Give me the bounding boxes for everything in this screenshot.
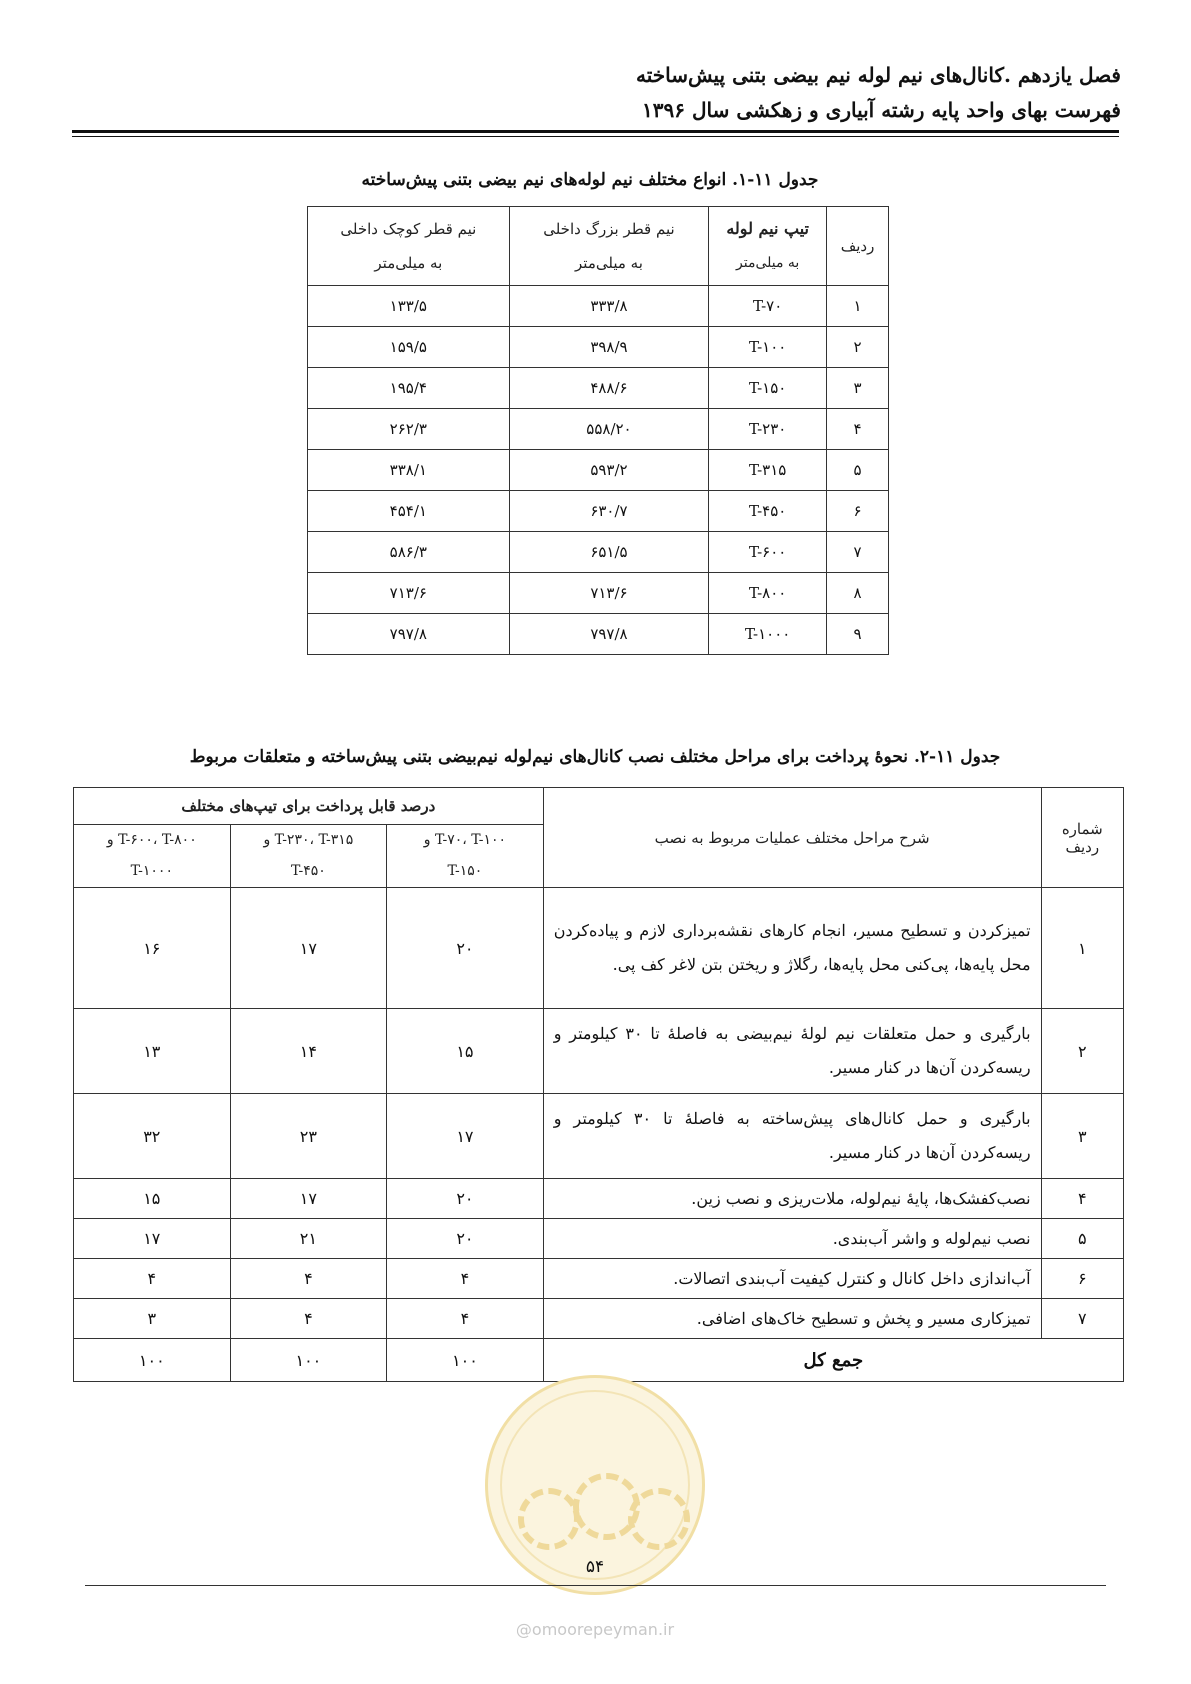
table2-header-row-line1: شماره (1061, 819, 1103, 838)
percent-group1: ۲۰ (387, 1179, 544, 1219)
table2-header-description: شرح مراحل مختلف عملیات مربوط به نصب (543, 788, 1041, 888)
small-radius: ۱۹۵/۴ (308, 368, 510, 409)
table2-header-group3 (74, 825, 231, 888)
table1-header-type-line1: تیپ نیم لوله (726, 219, 809, 238)
table2-caption: جدول ۱۱-۲. نحوهٔ پرداخت برای مراحل مختلف نصب کانال‌های نیم‌لوله نیم‌بیضی بتنی پیش‌ساخته و متعلقات مربوط (189, 747, 1001, 767)
pipe-type: T-۱۰۰ (709, 327, 827, 368)
large-radius: ۵۵۸/۲۰ (509, 409, 709, 450)
percent-group1: ۴ (387, 1299, 544, 1339)
small-radius: ۱۵۹/۵ (308, 327, 510, 368)
row-number: ۴ (827, 409, 889, 450)
large-radius: ۶۳۰/۷ (509, 491, 709, 532)
row-number: ۴ (1041, 1179, 1123, 1219)
percent-group1: ۱۷ (387, 1094, 544, 1179)
large-radius: ۶۵۱/۵ (509, 532, 709, 573)
total-group1: ۱۰۰ (387, 1339, 544, 1382)
percent-group2: ۴ (230, 1259, 387, 1299)
table-row (308, 491, 889, 532)
table1-header-large-radius (509, 207, 709, 286)
percent-group3: ۳ (74, 1299, 231, 1339)
table1-header-small-line1: نیم قطر کوچک داخلی (340, 220, 477, 238)
small-radius: ۷۱۳/۶ (308, 573, 510, 614)
pipe-types-table (307, 206, 889, 655)
total-group2: ۱۰۰ (230, 1339, 387, 1382)
table-row (308, 532, 889, 573)
row-number: ۷ (827, 532, 889, 573)
percent-group2: ۱۷ (230, 1179, 387, 1219)
table2-header-row-number (1041, 788, 1123, 888)
pipe-type: T-۴۵۰ (709, 491, 827, 532)
table-row (308, 614, 889, 655)
row-number: ۸ (827, 573, 889, 614)
percent-group2: ۱۷ (230, 888, 387, 1009)
footer-divider (85, 1585, 1106, 1586)
percent-group3: ۴ (74, 1259, 231, 1299)
row-number: ۱ (1041, 888, 1123, 1009)
table2-header-percent-group: درصد قابل پرداخت برای تیپ‌های مختلف (74, 788, 544, 825)
percent-group1: ۲۰ (387, 888, 544, 1009)
small-radius: ۲۶۲/۳ (308, 409, 510, 450)
table-row (74, 1009, 1124, 1094)
table1-header-row (308, 207, 889, 286)
header-divider (72, 130, 1119, 137)
row-number: ۵ (1041, 1219, 1123, 1259)
table2-header-row (74, 788, 1124, 825)
percent-group3: ۱۷ (74, 1219, 231, 1259)
gear-icon (628, 1488, 690, 1550)
percent-group2: ۲۱ (230, 1219, 387, 1259)
table-row (74, 1299, 1124, 1339)
row-number: ۱ (827, 286, 889, 327)
pipe-type: T-۸۰۰ (709, 573, 827, 614)
table1-header-small-line2: به میلی‌متر (374, 254, 443, 272)
row-number: ۲ (827, 327, 889, 368)
table-row (308, 327, 889, 368)
table2-header-group3-line2: T-۱۰۰۰ (130, 863, 173, 879)
gear-icon (518, 1488, 580, 1550)
stage-description: آب‌اندازی داخل کانال و کنترل کیفیت آب‌بندی اتصالات. (543, 1259, 1041, 1299)
table-row (308, 450, 889, 491)
table1-header-large-line1: نیم قطر بزرگ داخلی (543, 220, 675, 238)
row-number: ۶ (1041, 1259, 1123, 1299)
stage-description: بارگیری و حمل متعلقات نیم لولهٔ نیم‌بیضی به فاصلهٔ تا ۳۰ کیلومتر و ریسه‌کردن آن‌ها در کنار مسیر. (543, 1009, 1041, 1094)
table-row (74, 1259, 1124, 1299)
table2-header-group1-line2: T-۱۵۰ (447, 863, 483, 879)
table-row (308, 409, 889, 450)
pipe-type: T-۱۵۰ (709, 368, 827, 409)
row-number: ۳ (827, 368, 889, 409)
percent-group2: ۱۴ (230, 1009, 387, 1094)
percent-group1: ۲۰ (387, 1219, 544, 1259)
row-number: ۹ (827, 614, 889, 655)
table-row (74, 1179, 1124, 1219)
pipe-type: T-۱۰۰۰ (709, 614, 827, 655)
row-number: ۶ (827, 491, 889, 532)
table2-header-row-line2: ردیف (1065, 837, 1100, 856)
chapter-title: فصل یازدهم .کانال‌های نیم لوله نیم بیضی بتنی پیش‌ساخته (636, 63, 1121, 87)
table-row (308, 286, 889, 327)
table1-header-type-line2: به میلی‌متر (736, 255, 800, 271)
stage-description: تمیزکاری مسیر و پخش و تسطیح خاک‌های اضافی. (543, 1299, 1041, 1339)
small-radius: ۴۵۴/۱ (308, 491, 510, 532)
table1-header-type (709, 207, 827, 286)
payment-stages-table (73, 787, 1124, 1382)
table1-header-large-line2: به میلی‌متر (575, 254, 643, 272)
small-radius: ۵۸۶/۳ (308, 532, 510, 573)
table1-caption: جدول ۱۱-۱. انواع مختلف نیم لوله‌های نیم بیضی بتنی پیش‌ساخته (361, 170, 819, 190)
table-row (74, 1219, 1124, 1259)
stage-description: تمیزکردن و تسطیح مسیر، انجام کارهای نقشه‌برداری لازم و پیاده‌کردن محل پایه‌ها، پی‌کنی محل پایه‌ها، رگلاژ و ریختن بتن لاغر کف پی. (543, 888, 1041, 1009)
large-radius: ۴۸۸/۶ (509, 368, 709, 409)
pipe-type: T-۶۰۰ (709, 532, 827, 573)
small-radius: ۷۹۷/۸ (308, 614, 510, 655)
percent-group2: ۲۳ (230, 1094, 387, 1179)
large-radius: ۳۹۸/۹ (509, 327, 709, 368)
row-number: ۳ (1041, 1094, 1123, 1179)
pipe-type: T-۳۱۵ (709, 450, 827, 491)
large-radius: ۵۹۳/۲ (509, 450, 709, 491)
small-radius: ۱۳۳/۵ (308, 286, 510, 327)
percent-group3: ۱۵ (74, 1179, 231, 1219)
table1-header-row-number: ردیف (827, 207, 889, 286)
page-number: ۵۴ (585, 1557, 605, 1577)
percent-group2: ۴ (230, 1299, 387, 1339)
stage-description: نصب‌کفشک‌ها، پایهٔ نیم‌لوله، ملات‌ریزی و نصب زین. (543, 1179, 1041, 1219)
small-radius: ۳۳۸/۱ (308, 450, 510, 491)
stage-description: بارگیری و حمل کانال‌های پیش‌ساخته به فاصلهٔ تا ۳۰ کیلومتر و ریسه‌کردن آن‌ها در کنار مسیر. (543, 1094, 1041, 1179)
table2-header-group2-line2: T-۴۵۰ (290, 863, 326, 879)
large-radius: ۷۱۳/۶ (509, 573, 709, 614)
table-row (74, 888, 1124, 1009)
table2-header-group2 (230, 825, 387, 888)
large-radius: ۷۹۷/۸ (509, 614, 709, 655)
percent-group1: ۴ (387, 1259, 544, 1299)
percent-group3: ۱۶ (74, 888, 231, 1009)
table2-header-group3-line1: T-۶۰۰، T-۸۰۰ و (106, 832, 197, 848)
percent-group3: ۳۲ (74, 1094, 231, 1179)
table-row (308, 573, 889, 614)
row-number: ۲ (1041, 1009, 1123, 1094)
row-number: ۵ (827, 450, 889, 491)
table2-header-group1 (387, 825, 544, 888)
large-radius: ۳۳۳/۸ (509, 286, 709, 327)
total-label: جمع کل (543, 1339, 1123, 1382)
table2-header-group2-line1: T-۲۳۰، T-۳۱۵ و (263, 832, 354, 848)
table1-header-small-radius (308, 207, 510, 286)
table2-header-group1-line1: T-۷۰، T-۱۰۰ و (423, 832, 507, 848)
table-row (74, 1094, 1124, 1179)
website-watermark: @omoorepeyman.ir (515, 1620, 675, 1639)
pipe-type: T-۷۰ (709, 286, 827, 327)
page-header (70, 58, 1121, 128)
row-number: ۷ (1041, 1299, 1123, 1339)
pipe-type: T-۲۳۰ (709, 409, 827, 450)
percent-group1: ۱۵ (387, 1009, 544, 1094)
stage-description: نصب نیم‌لوله و واشر آب‌بندی. (543, 1219, 1041, 1259)
table-row (308, 368, 889, 409)
document-title: فهرست بهای واحد پایه رشته آبیاری و زهکشی سال ۱۳۹۶ (642, 98, 1121, 122)
total-group3: ۱۰۰ (74, 1339, 231, 1382)
percent-group3: ۱۳ (74, 1009, 231, 1094)
